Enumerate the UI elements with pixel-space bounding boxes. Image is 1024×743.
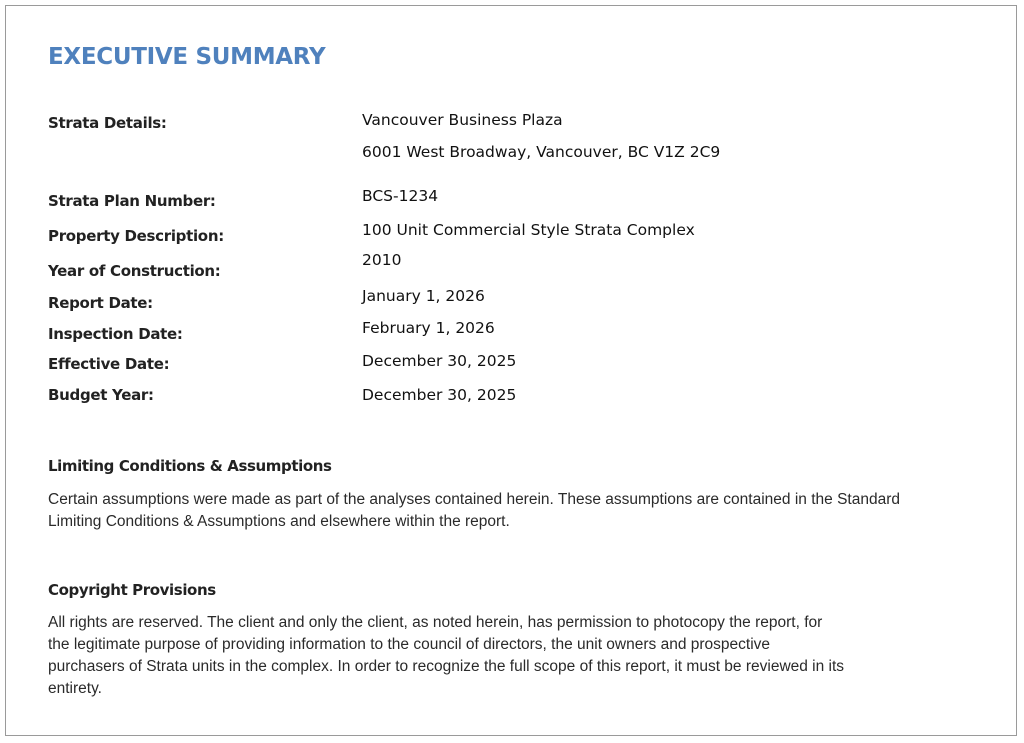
label-report-date: Report Date: <box>48 294 153 312</box>
label-inspection-date: Inspection Date: <box>48 325 183 343</box>
page-title: EXECUTIVE SUMMARY <box>48 44 326 70</box>
document-page <box>5 5 1017 736</box>
value-strata-address: 6001 West Broadway, Vancouver, BC V1Z 2C9 <box>362 143 721 161</box>
section-heading-copyright: Copyright Provisions <box>48 581 216 599</box>
value-report-date: January 1, 2026 <box>362 287 485 305</box>
label-effective-date: Effective Date: <box>48 355 170 373</box>
value-property-description: 100 Unit Commercial Style Strata Complex <box>362 221 695 239</box>
section-body-copyright: All rights are reserved. The client and only the client, as noted herein, has permission to photocopy the report, for the legitimate purpose of providing information to the council of directors, the unit owners and prospective purchasers of Strata units in the complex. In order to recognize the full scope of this report, it must be reviewed in its entirety. <box>48 614 845 697</box>
value-year-of-construction: 2010 <box>362 251 402 269</box>
value-effective-date: December 30, 2025 <box>362 352 517 370</box>
value-inspection-date: February 1, 2026 <box>362 319 495 337</box>
value-strata-plan-number: BCS-1234 <box>362 187 439 205</box>
value-strata-name: Vancouver Business Plaza <box>362 111 563 129</box>
section-body-limiting-conditions: Certain assumptions were made as part of the analyses contained herein. These assumptions are contained in the Standard Limiting Conditions & Assumptions and elsewhere within the report. <box>48 491 900 530</box>
value-budget-year: December 30, 2025 <box>362 386 517 404</box>
label-strata-details: Strata Details: <box>48 114 167 132</box>
label-property-description: Property Description: <box>48 227 224 245</box>
label-year-of-construction: Year of Construction: <box>48 262 221 280</box>
section-heading-limiting-conditions: Limiting Conditions & Assumptions <box>48 457 332 475</box>
label-budget-year: Budget Year: <box>48 386 154 404</box>
label-strata-plan-number: Strata Plan Number: <box>48 192 216 210</box>
